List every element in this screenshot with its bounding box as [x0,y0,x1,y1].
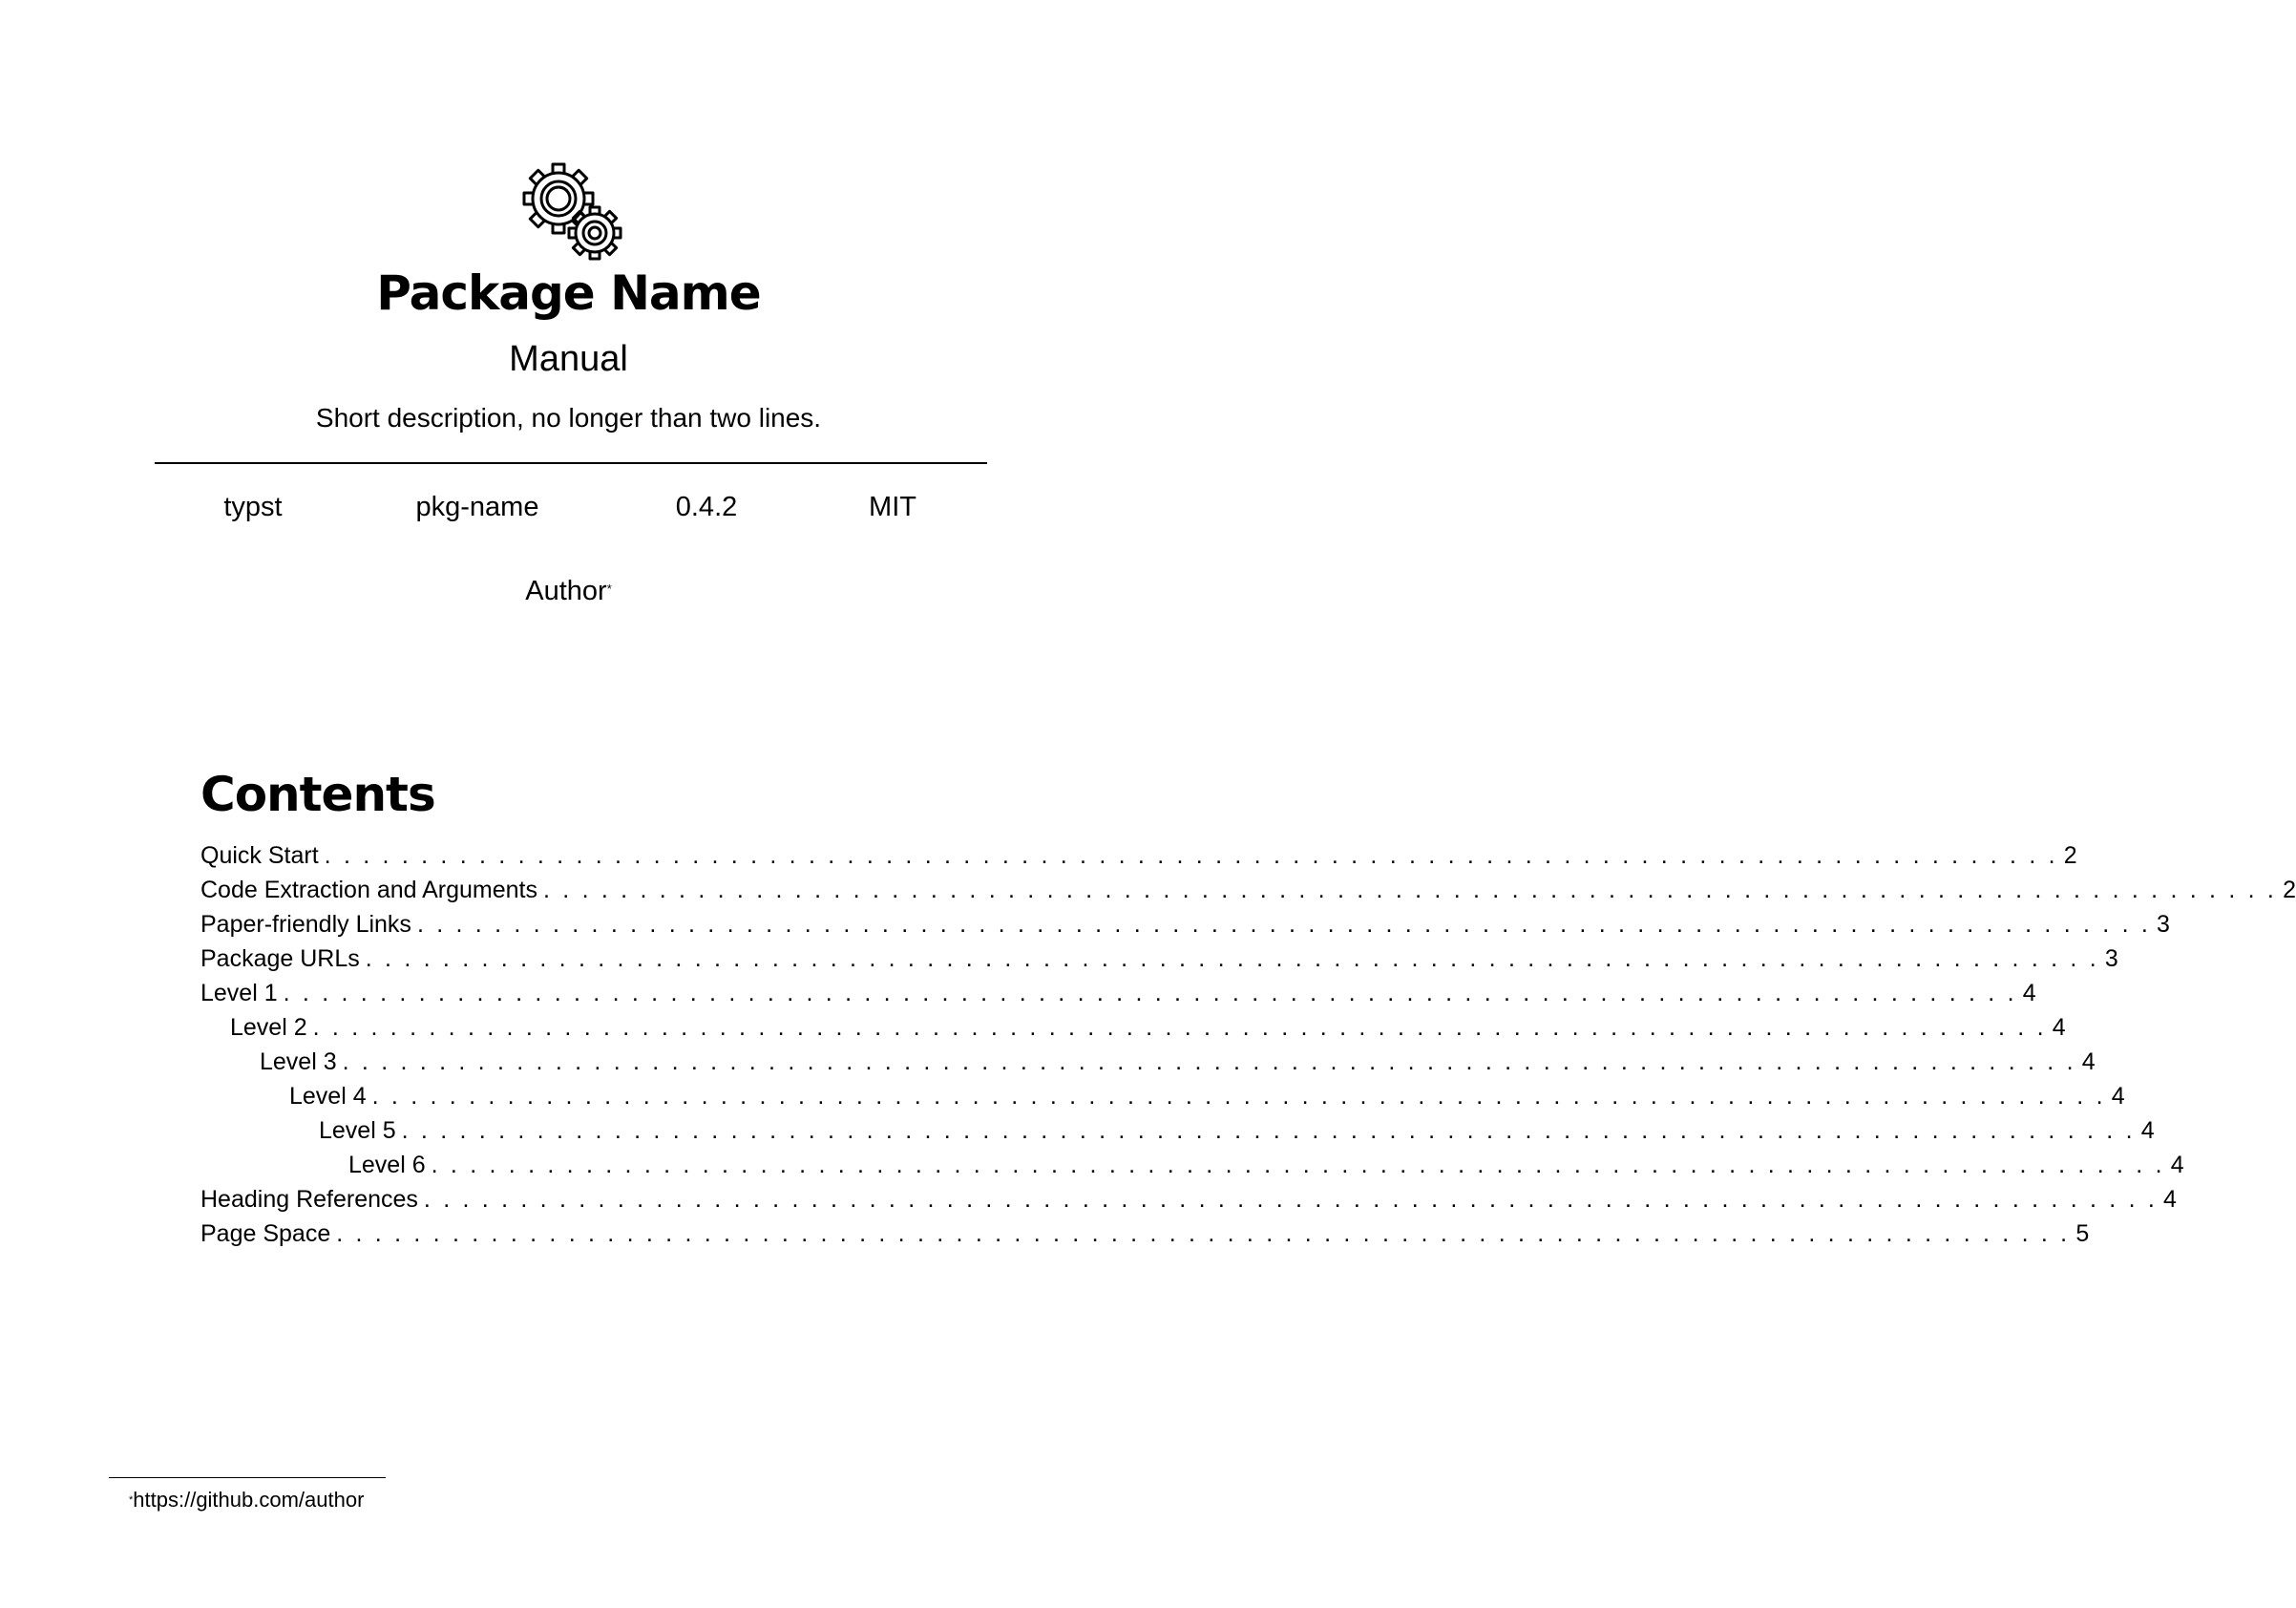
toc-entry[interactable] [200,1217,2090,1251]
toc-entry[interactable] [200,1182,2177,1217]
toc-entry-page: 4 [2081,1048,2096,1075]
meta-version: 0.4.2 [675,492,738,522]
meta-package: pkg-name [415,492,539,522]
footnote-divider [109,1477,386,1478]
toc-entry-page: 5 [2075,1220,2090,1247]
toc-entry-label: Code Extraction and Arguments [200,877,537,903]
toc-entry-label: Level 2 [230,1014,307,1041]
meta-license: MIT [869,492,916,522]
toc-entry-label: Quick Start [200,842,319,869]
toc-entry-label: Package URLs [200,945,360,972]
toc-entry-page: 3 [2104,945,2118,972]
toc-entry-page: 4 [2140,1117,2155,1144]
gears-icon [520,162,621,262]
toc-entry-label: Level 5 [319,1117,396,1144]
footnote-link[interactable]: https://github.com/author [133,1488,365,1512]
toc-leader: . . . . . . . . . . . . . . . . . . . . . . . . . . . . . . . . . . . . . . . . . . . . . . . . . . . . . . . . . . . . . . . . . . . . . . . . . . . . . . . . . . . . . . . . . . [371,1083,2106,1110]
toc-entry[interactable] [200,1010,2066,1045]
toc-leader: . . . . . . . . . . . . . . . . . . . . . . . . . . . . . . . . . . . . . . . . . . . . . . . . . . . . . . . . . . . . . . . . . . . . . . . . . . . . . . . . . . . . . . . . . . [542,877,2278,903]
toc-leader: . . . . . . . . . . . . . . . . . . . . . . . . . . . . . . . . . . . . . . . . . . . . . . . . . . . . . . . . . . . . . . . . . . . . . . . . . . . . . . . . . . . . . . . . . . [342,1048,2076,1075]
toc-entry-label: Level 6 [348,1152,426,1178]
toc-leader: . . . . . . . . . . . . . . . . . . . . . . . . . . . . . . . . . . . . . . . . . . . . . . . . . . . . . . . . . . . . . . . . . . . . . . . . . . . . . . . . . . . . . . . . . . [312,1014,2047,1041]
toc-leader: . . . . . . . . . . . . . . . . . . . . . . . . . . . . . . . . . . . . . . . . . . . . . . . . . . . . . . . . . . . . . . . . . . . . . . . . . . . . . . . . . . . . . . . . . . [283,980,2017,1006]
toc-entry-page: 4 [2022,980,2036,1006]
toc-entry-page: 3 [2157,911,2170,938]
toc-entry[interactable] [200,873,2296,907]
document-subtitle: Manual [509,339,628,379]
toc-entry[interactable] [200,942,2118,976]
toc-entry[interactable] [200,907,2170,942]
toc-entry[interactable] [200,1148,2184,1182]
toc-entry-label: Level 1 [200,980,278,1006]
toc-entry-page: 4 [2163,1186,2177,1213]
toc-entry-label: Paper-friendly Links [200,911,411,938]
document-description: Short description, no longer than two lines. [315,403,822,433]
toc-entry-label: Page Space [200,1220,331,1247]
toc-leader: . . . . . . . . . . . . . . . . . . . . . . . . . . . . . . . . . . . . . . . . . . . . . . . . . . . . . . . . . . . . . . . . . . . . . . . . . . . . . . . . . . . . . . . . . . [423,1186,2159,1213]
toc-entry-label: Heading References [200,1186,418,1213]
toc-leader: . . . . . . . . . . . . . . . . . . . . . . . . . . . . . . . . . . . . . . . . . . . . . . . . . . . . . . . . . . . . . . . . . . . . . . . . . . . . . . . . . . . . . . . . . . [431,1152,2165,1178]
toc-leader: . . . . . . . . . . . . . . . . . . . . . . . . . . . . . . . . . . . . . . . . . . . . . . . . . . . . . . . . . . . . . . . . . . . . . . . . . . . . . . . . . . . . . . . . . . [336,1220,2071,1247]
author-name: Author [525,576,607,606]
title-divider [155,462,987,464]
toc-entry[interactable] [200,838,2077,873]
toc-entry-page: 4 [2052,1014,2066,1041]
toc-entry-page: 4 [2111,1083,2125,1110]
footnote-marker: * [129,1494,134,1506]
toc-entry-page: 4 [2170,1152,2184,1178]
toc-leader: . . . . . . . . . . . . . . . . . . . . . . . . . . . . . . . . . . . . . . . . . . . . . . . . . . . . . . . . . . . . . . . . . . . . . . . . . . . . . . . . . . . . . . . . . . [365,945,2099,972]
toc-entry-page: 2 [2283,877,2296,903]
toc-leader: . . . . . . . . . . . . . . . . . . . . . . . . . . . . . . . . . . . . . . . . . . . . . . . . . . . . . . . . . . . . . . . . . . . . . . . . . . . . . . . . . . . . . . . . . . [416,911,2152,938]
table-of-contents [200,838,2296,1251]
toc-entry-page: 2 [2063,842,2077,869]
document-title: Package Name [376,265,761,321]
toc-entry[interactable] [200,1079,2125,1113]
toc-entry-label: Level 4 [289,1083,367,1110]
contents-heading: Contents [200,767,435,822]
footnote [129,1487,364,1513]
meta-compiler: typst [223,492,283,522]
toc-entry[interactable] [200,1113,2155,1148]
toc-leader: . . . . . . . . . . . . . . . . . . . . . . . . . . . . . . . . . . . . . . . . . . . . . . . . . . . . . . . . . . . . . . . . . . . . . . . . . . . . . . . . . . . . . . . . . . [324,842,2058,869]
author [0,574,1137,608]
author-footnote-marker[interactable]: * [606,582,612,596]
toc-entry-label: Level 3 [260,1048,337,1075]
toc-entry[interactable] [200,1045,2096,1079]
toc-entry[interactable] [200,976,2036,1010]
toc-leader: . . . . . . . . . . . . . . . . . . . . . . . . . . . . . . . . . . . . . . . . . . . . . . . . . . . . . . . . . . . . . . . . . . . . . . . . . . . . . . . . . . . . . . . . . . [401,1117,2136,1144]
